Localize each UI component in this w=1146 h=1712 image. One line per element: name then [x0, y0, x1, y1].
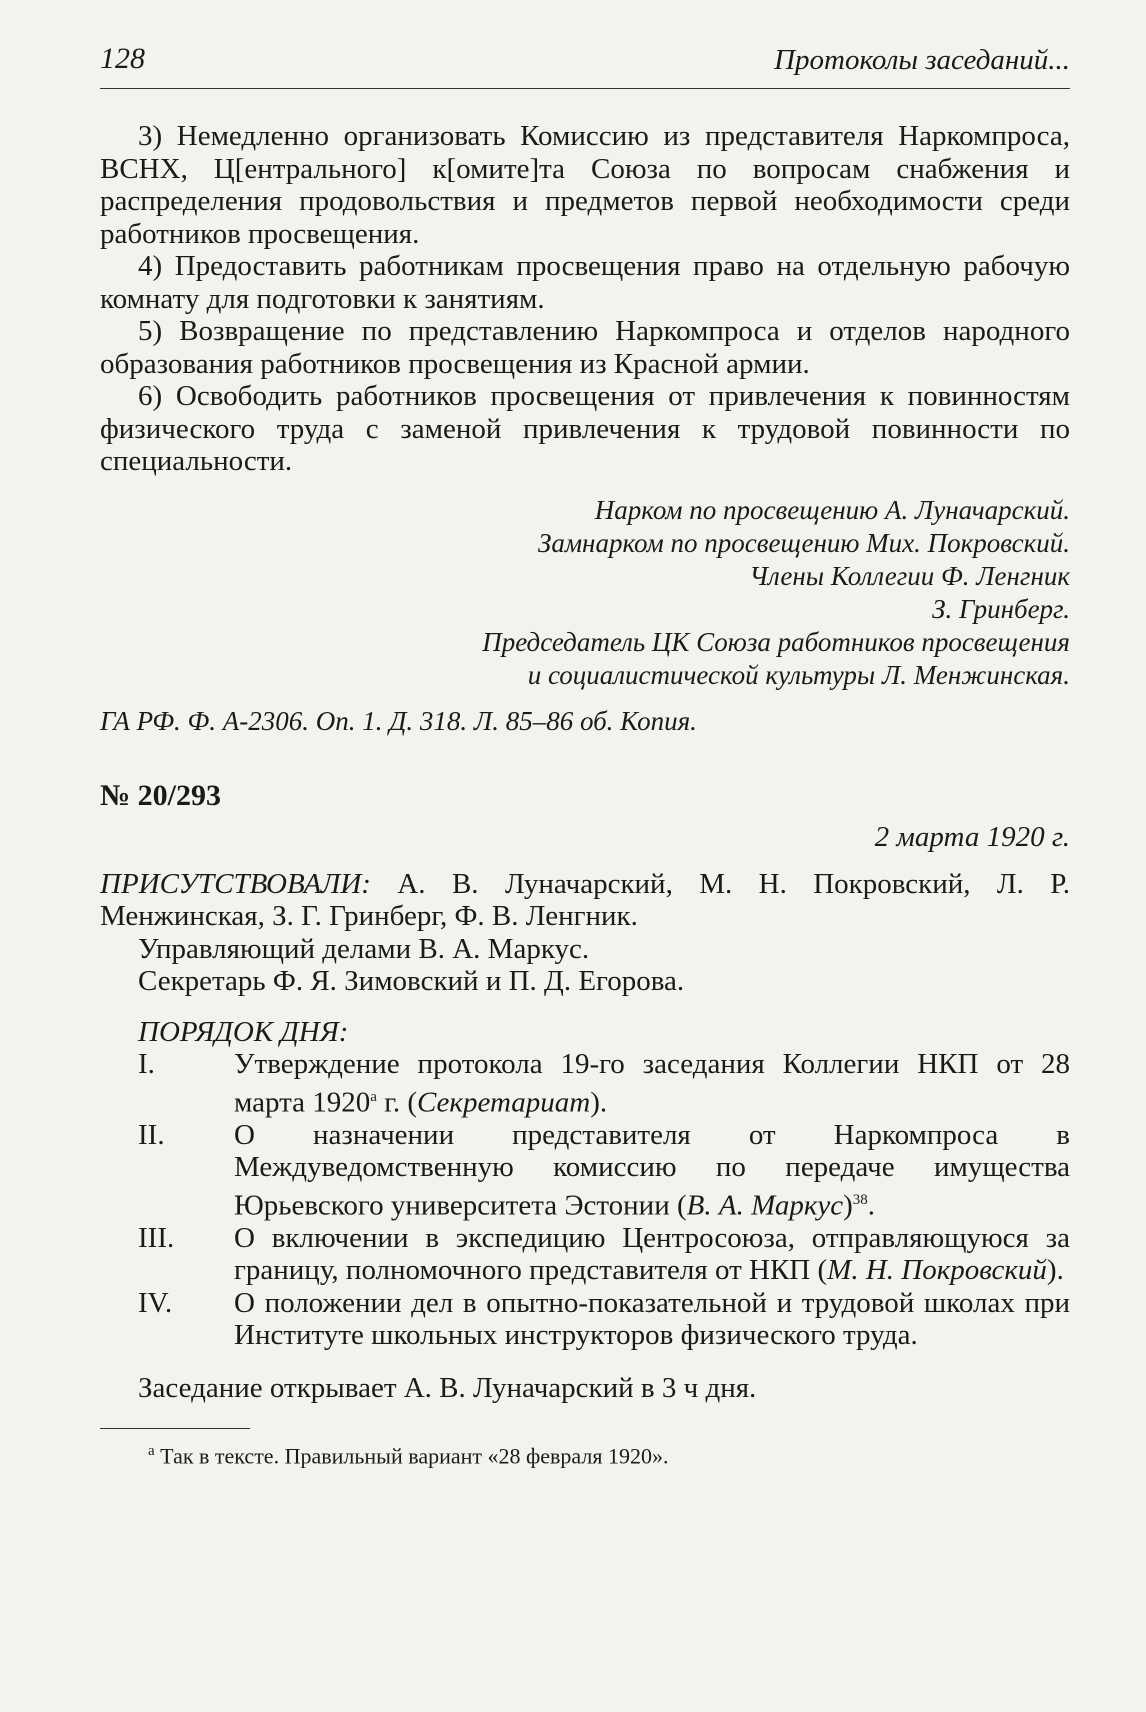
resolution-item-6: 6) Освободить работников просвещения от привлечения к повинностям физического труда с заменой привлечения к трудовой повинности по специальности. — [100, 380, 1070, 477]
agenda-title: ПОРЯДОК ДНЯ: — [138, 1015, 349, 1048]
attendees-list: А. В. Луначарский, М. Н. Покровский, Л. Р. Менжинская, З. Г. Гринберг, Ф. В. Ленгник. — [100, 867, 1070, 932]
secretary-line: Секретарь Ф. Я. Зимовский и П. Д. Егорова. — [138, 965, 685, 997]
attendees — [100, 868, 1070, 933]
running-title: Протоколы заседаний... — [774, 44, 1070, 76]
agenda-item-text: О положении дел в опытно-показательной и трудовой школах при Институте школьных инструкторов физического труда. — [234, 1286, 1070, 1352]
agenda-item — [138, 1119, 1070, 1222]
resolution-item-4: 4) Предоставить работникам просвещения право на отдельную рабочую комнату для подготовки к занятиям. — [100, 250, 1070, 315]
footnote — [100, 1443, 1070, 1469]
agenda-item — [138, 1048, 1070, 1119]
attendees-label: ПРИСУТСТВОВАЛИ: — [100, 867, 371, 900]
signature-line: и социалистической культуры Л. Менжинская. — [527, 659, 1070, 690]
agenda-item-number: II. — [138, 1118, 165, 1151]
agenda-item-number: III. — [138, 1221, 175, 1254]
agenda-item-number: I. — [138, 1048, 155, 1080]
footnote-text: Так в тексте. Правильный вариант «28 февраля 1920». — [154, 1443, 669, 1469]
signature-line: З. Гринберг. — [932, 593, 1070, 624]
footnote-marker: а — [370, 1088, 377, 1105]
signature-block — [100, 494, 1070, 692]
page-body — [100, 120, 1070, 1470]
manager-line: Управляющий делами В. А. Маркус. — [138, 932, 590, 965]
signature-line: Председатель ЦК Союза работников просвещения — [482, 626, 1070, 657]
resolution-item-3: 3) Немедленно организовать Комиссию из представителя Наркомпроса, ВСНХ, Ц[ентрального] к[омите]та Союза по вопросам снабжения и распределения продовольствия и предметов первой необходимости среди работников просвещения. — [100, 120, 1070, 250]
signature-line: Члены Коллегии Ф. Ленгник — [749, 560, 1070, 591]
agenda-item-text: О назначении представителя от Наркомпроса в Междуведомственную комиссию по передаче имущества Юрьевского университета Эстонии (В. А. Маркус)$^{38}$. — [234, 1118, 1070, 1222]
agenda-item-text: Утверждение протокола 19-го заседания Коллегии НКП от 28 марта $1920^а$ г. (Секретариат). — [234, 1048, 1070, 1119]
agenda-item-number: IV. — [138, 1286, 173, 1319]
agenda-item-text: О включении в экспедицию Центросоюза, отправляющуюся за границу, полномочного представителя от НКП (М. Н. Покровский). — [234, 1221, 1070, 1287]
footnote-mark: а — [148, 1443, 155, 1460]
agenda-item — [138, 1222, 1070, 1287]
archive-source: ГА РФ. Ф. А-2306. Оп. 1. Д. 318. Л. 85–86 об. Копия. — [100, 705, 697, 736]
endnote-marker: 38 — [852, 1191, 868, 1208]
running-header — [100, 38, 1070, 89]
footnote-divider — [100, 1428, 250, 1429]
resolution-item-5: 5) Возвращение по представлению Наркомпроса и отделов народного образования работников просвещения из Красной армии. — [100, 315, 1070, 380]
document-date: 2 марта 1920 г. — [874, 820, 1070, 853]
document-number: № 20/293 — [100, 778, 221, 812]
opening-line: Заседание открывает А. В. Луначарский в 3 ч дня. — [138, 1371, 757, 1404]
page-number: 128 — [100, 42, 145, 75]
agenda-list — [138, 1048, 1070, 1352]
agenda-item — [138, 1287, 1070, 1352]
signature-line: Замнарком по просвещению Мих. Покровский. — [537, 527, 1070, 558]
signature-line: Нарком по просвещению А. Луначарский. — [594, 494, 1070, 525]
